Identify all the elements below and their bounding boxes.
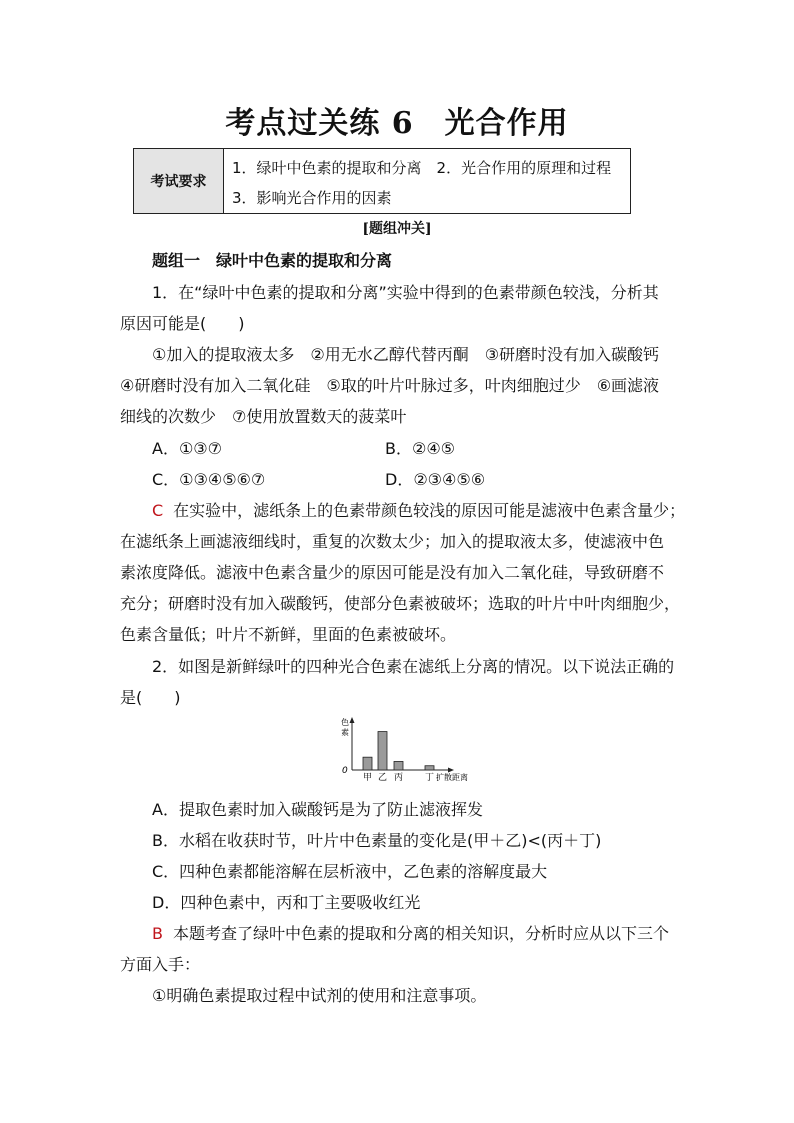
section-header: [题组冲关]	[362, 221, 432, 237]
x-axis-label: 扩散距离	[436, 773, 468, 782]
y-axis-label-char-1: 色	[341, 718, 349, 727]
q2-stem-line-1: 2．如图是新鲜绿叶的四种光合色素在滤纸上分离的情况。以下说法正确的	[152, 657, 675, 676]
category-label-2: 乙	[377, 773, 388, 783]
origin-label: 0	[342, 766, 348, 776]
q2-option-a: A．提取色素时加入碳酸钙是为了防止滤液挥发	[152, 800, 483, 819]
pigment-bar-chart	[338, 715, 488, 787]
x-axis-arrow	[448, 768, 454, 773]
q2-option-d: D．四种色素中，丙和丁主要吸收红光	[152, 893, 421, 912]
bar-4	[425, 766, 434, 770]
q1-items-line-3: 细线的次数少 ⑦使用放置数天的菠菜叶	[120, 407, 407, 426]
requirements-label: 考试要求	[134, 149, 224, 213]
q2-explanation-line-3: ①明确色素提取过程中试剂的使用和注意事项。	[152, 986, 487, 1005]
q1-answer: C	[152, 501, 164, 520]
q2-stem-line-2: 是( )	[120, 688, 181, 707]
q1-stem-line-2: 原因可能是( )	[120, 314, 245, 333]
requirements-table	[133, 148, 631, 214]
category-label-4: 丁	[424, 773, 435, 783]
group-title: 题组一 绿叶中色素的提取和分离	[152, 251, 393, 270]
bar-2	[378, 732, 387, 770]
q1-option-a: A．①③⑦	[152, 439, 222, 458]
bar-3	[394, 761, 403, 770]
bar-1	[363, 757, 372, 770]
requirement-line-1: 1．绿叶中色素的提取和分离 2．光合作用的原理和过程	[232, 159, 612, 177]
requirement-line-2: 3．影响光合作用的因素	[232, 189, 392, 207]
page-title: 考点过关练 6 光合作用	[225, 106, 569, 141]
q1-explanation-text: 在实验中，滤纸条上的色素带颜色较浅的原因可能是滤液中色素含量少；	[173, 501, 686, 520]
q1-explanation-line-3: 素浓度降低。滤液中色素含量少的原因可能是没有加入二氧化硅，导致研磨不	[120, 563, 665, 582]
q1-explanation-line-2: 在滤纸条上画滤液细线时，重复的次数太少；加入的提取液太多，使滤液中色	[120, 532, 665, 551]
q1-explanation-line-5: 色素含量低；叶片不新鲜，里面的色素被破坏。	[120, 625, 457, 644]
q2-explanation-line-2: 方面入手：	[120, 955, 201, 974]
q1-option-b: B．②④⑤	[385, 439, 456, 458]
q1-option-c: C．①③④⑤⑥⑦	[152, 470, 266, 489]
requirements-content	[224, 149, 630, 213]
q1-items-line-1: ①加入的提取液太多 ②用无水乙醇代替丙酮 ③研磨时没有加入碳酸钙	[152, 345, 660, 364]
q2-option-c: C．四种色素都能溶解在层析液中，乙色素的溶解度最大	[152, 862, 548, 881]
category-label-3: 丙	[393, 773, 404, 783]
y-axis-label-char-2: 素	[341, 728, 349, 737]
q1-explanation-line-1	[152, 498, 685, 521]
q2-explanation-line-1	[152, 921, 669, 944]
q2-explanation-text: 本题考查了绿叶中色素的提取和分离的相关知识，分析时应从以下三个	[172, 924, 669, 943]
q2-option-b: B．水稻在收获时节，叶片中色素量的变化是(甲＋乙)<(丙＋丁)	[152, 831, 602, 850]
y-axis-arrow	[350, 717, 355, 723]
q1-explanation-line-4: 充分；研磨时没有加入碳酸钙，使部分色素被破坏；选取的叶片中叶肉细胞少，	[120, 594, 681, 613]
q1-items-line-2: ④研磨时没有加入二氧化硅 ⑤取的叶片叶脉过多，叶肉细胞过少 ⑥画滤液	[120, 376, 660, 395]
q1-stem-line-1: 1．在“绿叶中色素的提取和分离”实验中得到的色素带颜色较浅，分析其	[152, 283, 659, 302]
q1-option-d: D．②③④⑤⑥	[385, 470, 486, 489]
category-label-1: 甲	[362, 773, 373, 783]
q2-answer: B	[152, 924, 163, 943]
